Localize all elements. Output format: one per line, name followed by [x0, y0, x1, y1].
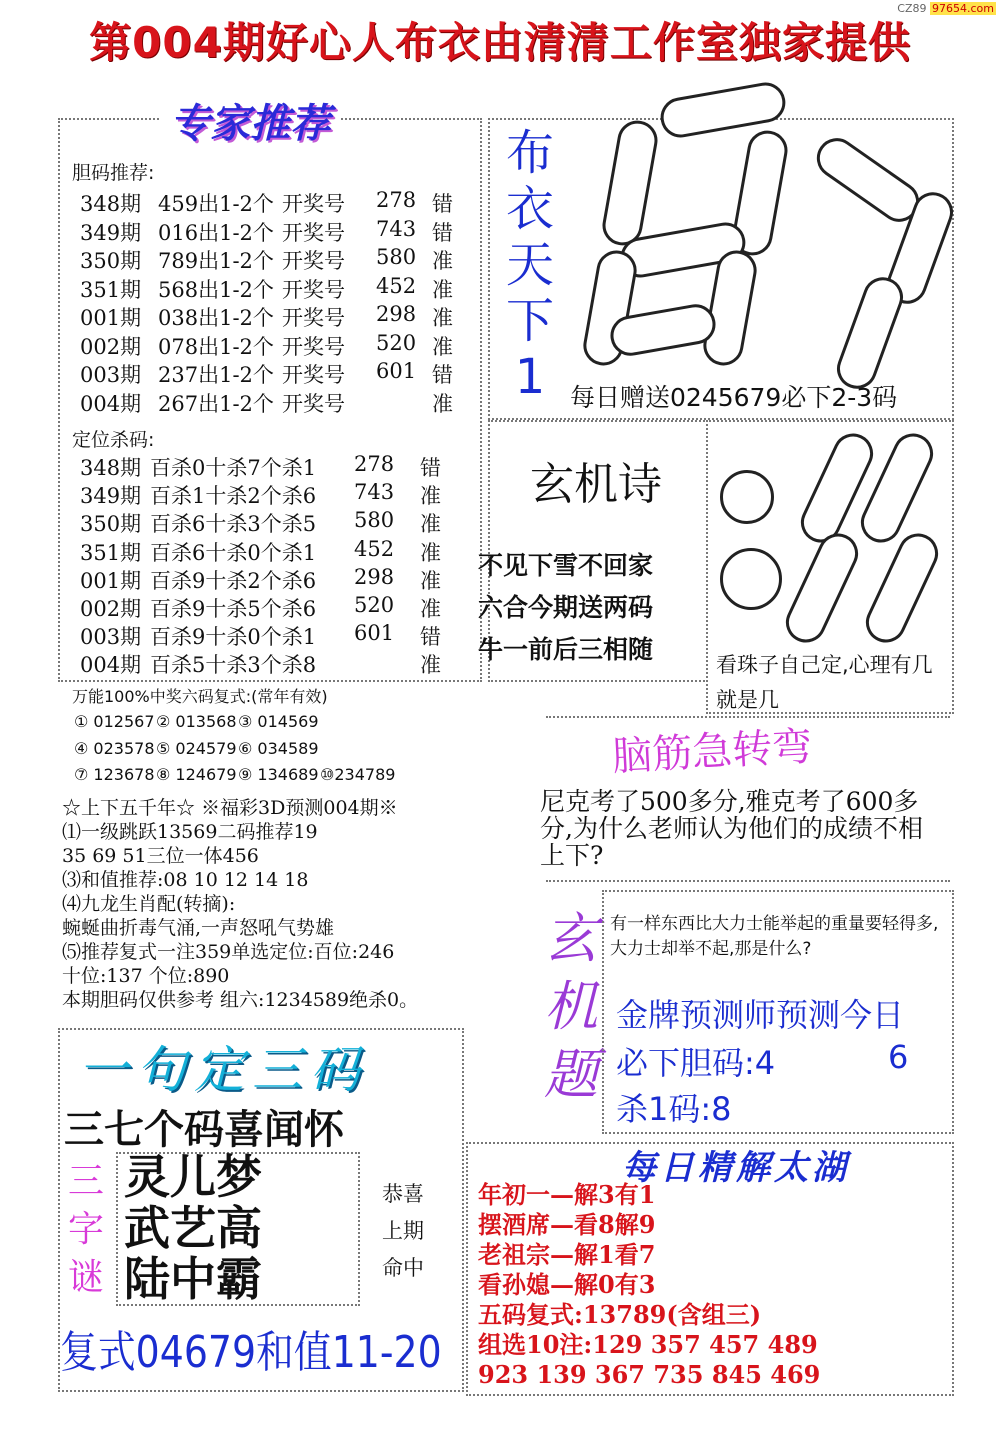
kill-result: 580 [354, 508, 395, 533]
dan-period: 351期 [80, 277, 142, 302]
buyi-char: 天 [505, 237, 554, 293]
xuanji-question: 有一样东西比大力士能举起的重量要轻得多,大力士却举不起,那是什么? [610, 914, 939, 959]
kill-period: 348期 [80, 456, 142, 480]
dan-word: 开奖号 [282, 306, 345, 330]
dan-word: 开奖号 [282, 277, 345, 302]
dan-mark: 错 [432, 192, 453, 216]
forecast-line: 35 69 51三位一体456 [62, 845, 259, 867]
buyi-caption: 每日赠送0245679必下2-3码 [570, 383, 898, 412]
congrats-line: 恭喜 [382, 1182, 424, 1206]
dan-mark: 错 [432, 363, 453, 387]
kill-period: 003期 [80, 625, 142, 650]
buyi-vertical-text [500, 125, 560, 405]
kill-mark: 错 [420, 456, 441, 480]
taihu-line: 摆酒席—看8解9 [478, 1210, 656, 1239]
dan-pick: 789出1-2个 [158, 249, 274, 273]
wanneng-label: 万能100%中奖六码复式:(常年有效) [72, 687, 328, 706]
bi-b: 6 [888, 1038, 909, 1076]
dan-result: 601 [376, 359, 417, 383]
kill-label: 定位杀码: [72, 429, 155, 451]
forecast-line: ⑴一级跳跃13569二码推荐19 [62, 821, 318, 843]
dan-mark: 准 [432, 391, 453, 416]
forecast-line: 十位:137 个位:890 [62, 965, 230, 987]
kill-pick: 百杀5十杀3个杀8 [150, 653, 317, 678]
kill-period: 002期 [80, 597, 142, 621]
wanneng-item: ① 012567 [74, 712, 155, 731]
kill-period: 001期 [80, 568, 142, 593]
dan-period: 003期 [80, 363, 142, 387]
forecast-line: ⑷九龙生肖配(转摘): [62, 893, 236, 915]
wanneng-item: ⑦ 123678 [74, 765, 155, 784]
sanzi-vertical-text [62, 1158, 110, 1302]
dan-period: 004期 [80, 391, 142, 416]
dan-word: 开奖号 [282, 249, 345, 273]
dan-pick: 237出1-2个 [158, 363, 274, 387]
buyi-char: 布 [505, 125, 554, 181]
brain-heading: 脑筋急转弯 [611, 723, 814, 781]
segment [809, 130, 927, 229]
riddle-line: 陆中霸 [124, 1252, 262, 1306]
kill-mark: 准 [420, 653, 441, 678]
dan-word: 开奖号 [282, 220, 345, 245]
dan-period: 001期 [80, 306, 142, 330]
bi-line [616, 1038, 909, 1084]
page-title: 第004期好心人布衣由清清工作室独家提供 [89, 18, 911, 67]
dan-pick: 078出1-2个 [158, 334, 274, 359]
dan-result: 278 [376, 188, 417, 212]
xuanji-char: 题 [544, 1043, 598, 1106]
kill-period: 350期 [80, 512, 142, 537]
dan-word: 开奖号 [282, 334, 345, 359]
congrats-line: 命中 [382, 1256, 424, 1280]
wanneng-item: ⑥ 034589 [238, 738, 319, 758]
poem-lines [478, 545, 653, 671]
kill-mark: 准 [420, 568, 441, 593]
expert-heading: 专家推荐 [160, 92, 340, 149]
seven-segment-digits [570, 80, 950, 380]
dan-result: 298 [376, 302, 417, 326]
bead-coin-icon [720, 470, 774, 524]
kill-pick: 百杀9十杀0个杀1 [150, 625, 317, 650]
riddle-list [124, 1152, 262, 1305]
kill-line [616, 1084, 732, 1130]
dan-mark: 准 [432, 277, 453, 302]
buyi-char: 1 [514, 349, 546, 405]
wanneng-item: ⑨ 134689 [238, 765, 319, 784]
brain-text: 尼克考了500多分,雅克考了600多分,为什么老师认为他们的成绩不相上下? [540, 787, 923, 870]
segment [831, 272, 908, 395]
gold-title: 金牌预测师预测今日 [616, 996, 905, 1034]
poem-caption: 看珠子自己定,心理有几就是几 [716, 653, 933, 712]
dan-pick: 267出1-2个 [158, 391, 274, 416]
buyi-char: 下 [505, 293, 554, 349]
kill-result: 601 [354, 621, 395, 646]
wanneng-item: ② 013568 [156, 712, 237, 731]
dan-result: 520 [376, 330, 417, 355]
taihu-line: 五码复式:13789(含组三) [478, 1300, 762, 1329]
congrats-line: 上期 [382, 1219, 424, 1243]
xuanji-char: 机 [544, 975, 598, 1038]
segment [599, 117, 660, 248]
watermark-left: CZ89 [897, 2, 927, 15]
forecast-line: ⑸推荐复式一注359单选定位:百位:246 [62, 941, 395, 963]
dan-period: 348期 [80, 192, 142, 216]
sanzi-char: 字 [67, 1209, 104, 1250]
kill-mark: 准 [420, 540, 441, 565]
taihu-line: 年初一—解3有1 [478, 1180, 656, 1209]
xuanji-vertical-text [540, 905, 602, 1109]
kill-mark: 准 [420, 597, 441, 621]
taihu-heading: 每日精解太湖 [622, 1148, 850, 1188]
kill-value: 8 [711, 1090, 732, 1128]
kill-result: 743 [354, 480, 395, 505]
kill-result: 298 [354, 564, 395, 589]
poem-line: 不见下雪不回家 [478, 551, 654, 580]
kill-mark: 准 [420, 484, 441, 509]
kill-pick: 百杀6十杀0个杀1 [150, 540, 317, 565]
forecast-line: 本期胆码仅供参考 组六:1234589绝杀0。 [62, 989, 419, 1011]
dan-pick: 459出1-2个 [158, 192, 274, 216]
dan-pick: 568出1-2个 [158, 277, 274, 302]
bead-segment [859, 527, 944, 649]
bead-figure [712, 420, 952, 650]
buyi-char: 衣 [505, 181, 554, 237]
wanneng-item: ③ 014569 [238, 712, 319, 731]
taihu-line: 组选10注:129 357 457 489 [478, 1330, 818, 1359]
sanzi-char: 三 [67, 1161, 104, 1202]
dan-word: 开奖号 [282, 363, 345, 387]
forecast-line: ☆上下五千年☆ ※福彩3D预测004期※ [62, 797, 398, 819]
dan-period: 002期 [80, 334, 142, 359]
kill-result: 278 [354, 452, 395, 476]
dan-word: 开奖号 [282, 391, 345, 416]
kill-result: 452 [354, 536, 395, 561]
watermark-right: 97654.com [932, 2, 994, 15]
dan-mark: 准 [432, 334, 453, 359]
kill-period: 349期 [80, 484, 142, 509]
congrats-list [382, 1176, 424, 1287]
poem-line: 六合今期送两码 [478, 593, 654, 622]
forecast-line: 蜿蜒曲折毒气涌,一声怒吼气势雄 [62, 917, 335, 939]
forecast-line: ⑶和值推荐:08 10 12 14 18 [62, 869, 309, 891]
dan-mark: 错 [432, 220, 453, 245]
bi-label: 必下胆码: [616, 1044, 755, 1082]
divider [546, 880, 950, 884]
taihu-line: 老祖宗—解1看7 [478, 1240, 656, 1269]
kill-pick: 百杀6十杀3个杀5 [150, 512, 317, 537]
poem-title: 玄机诗 [530, 459, 662, 510]
yiju-footer: 复式04679和值11-20 [60, 1327, 442, 1378]
yiju-phrase: 三七个码喜闻怀 [64, 1107, 344, 1153]
bead-coin-icon [720, 548, 782, 610]
sanzi-char: 谜 [67, 1257, 104, 1298]
taihu-lines [478, 1180, 820, 1390]
kill-mark: 准 [420, 512, 441, 537]
dan-period: 349期 [80, 220, 142, 245]
bi-a: 4 [754, 1044, 776, 1082]
kill-pick: 百杀0十杀7个杀1 [150, 456, 317, 480]
dan-label: 胆码推荐: [72, 162, 155, 184]
dan-mark: 准 [432, 306, 453, 330]
wanneng-item: ⑩234789 [320, 765, 396, 784]
kill-pick: 百杀9十杀2个杀6 [150, 568, 317, 593]
kill-mark: 错 [420, 625, 441, 650]
kill-label-2: 杀1码: [616, 1090, 712, 1128]
riddle-line: 灵儿梦 [124, 1150, 262, 1204]
dan-result: 743 [376, 216, 417, 241]
bead-segment [779, 527, 864, 649]
yiju-heading: 一句定三码 [78, 1041, 368, 1099]
site-watermark [897, 2, 996, 15]
wanneng-item: ⑧ 124679 [156, 765, 237, 784]
kill-pick: 百杀9十杀5个杀6 [150, 597, 317, 621]
kill-period: 004期 [80, 653, 142, 678]
dan-result: 580 [376, 245, 417, 269]
forecast-block [62, 796, 418, 1012]
dan-pick: 016出1-2个 [158, 220, 274, 245]
kill-period: 351期 [80, 540, 142, 565]
kill-pick: 百杀1十杀2个杀6 [150, 484, 317, 509]
dan-result: 452 [376, 273, 417, 298]
taihu-line: 看孙媳—解0有3 [478, 1270, 656, 1299]
poem-line: 牛一前后三相随 [478, 635, 654, 664]
dan-period: 350期 [80, 249, 142, 273]
taihu-line: 923 139 367 735 845 469 [478, 1360, 821, 1389]
xuanji-char: 玄 [544, 907, 598, 970]
riddle-line: 武艺高 [124, 1201, 262, 1255]
dan-pick: 038出1-2个 [158, 306, 274, 330]
wanneng-item: ④ 023578 [74, 738, 155, 758]
kill-result: 520 [354, 593, 395, 617]
dan-word: 开奖号 [282, 192, 345, 216]
wanneng-item: ⑤ 024579 [156, 738, 237, 758]
dan-mark: 准 [432, 249, 453, 273]
